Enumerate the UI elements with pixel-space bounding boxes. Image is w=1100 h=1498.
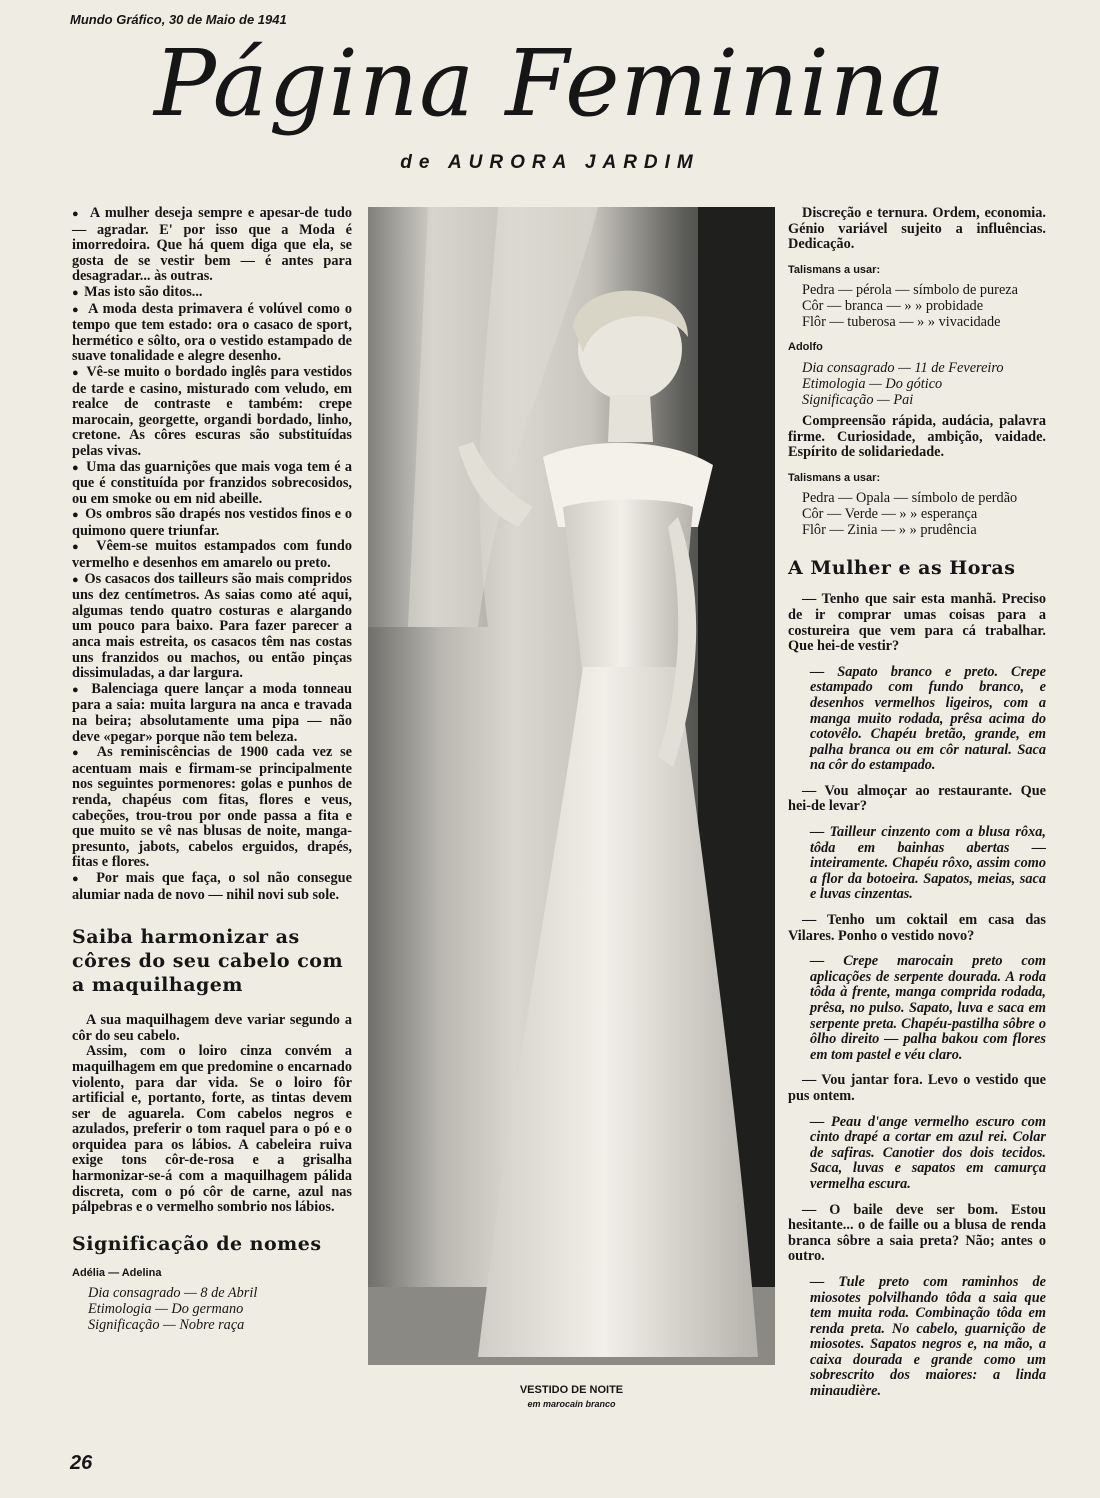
page-title: Página Feminina (154, 30, 946, 137)
bullet-paragraph: ● A mulher deseja sempre e apesar-de tudo — agradar. E' por isso que a Moda é imorredoira. Que há quem diga que ela, se gosta de se vestir bem — é antes para desagradar... às outras. (72, 206, 352, 285)
bullet-paragraph: ● Vê-se muito o bordado inglês para vestidos de tarde e casino, misturado com veludo, em realce de contraste e também: crepe marocain, georgette, organdi bordado, linho, cretone. As côres escuras são substituídas pelas vivas. (72, 365, 352, 460)
dialog-question: — Tenho um coktail em casa das Vilares. Ponho o vestido novo? (788, 912, 1046, 944)
name-info: Dia consagrado — 11 de Fevereiro (802, 359, 1004, 376)
caption-title: VESTIDO DE NOITE (519, 1384, 624, 1396)
byline: de AURORA JARDIM (400, 152, 700, 173)
publication-line: Mundo Gráfico, 30 de Maio de 1941 (70, 12, 287, 27)
dress-figure-illustration (368, 207, 775, 1365)
name-info: Etimologia — Do gótico (802, 375, 943, 392)
caption-subtitle: em marocain branco (527, 1399, 616, 1409)
dialog-answer: — Tule preto com raminhos de miosotes polvilhando tôda a saia que tem muita roda. Combinação tôda em renda preta. No cabelo, guarnição de miosotes. Sapatos negros e, na mão, a caixa dourada e grande como um sobrescrito dos maiores: a linda minaudière. (810, 1273, 1046, 1400)
dialog-answer: — Crepe marocain preto com aplicações de serpente dourada. A roda tôda à frente, manga comprida rodada, prêsa, no pulso. Sapato, luva e saca em serpente preta. Chapéu-pastilha sôbre o ôlho direito — palha bakou com flores em tom pastel e véu claro. (810, 953, 1046, 1063)
talisman-line: Flôr — Zinia — » » prudência (802, 522, 977, 539)
makeup-body: Assim, com o loiro cinza convém a maquilhagem em que predomine o encarnado violento, para dar vida. Se o loiro fôr artificial e, portanto, forte, as tintas devem ser de aguarela. Com cabelos negros e azulados, preferir o tom raquel para o pó e o orquidea para os lábios. A cabeleira ruiva exige tons côr-de-rosa e a grisalha harmonizar-se-á com a maquilhagem pálida discreta, com o pó côr de carne, azul nas pálpebras e o vermelho sombrio nos lábios. (72, 1043, 352, 1216)
dialog-answer: — Sapato branco e preto. Crepe estampado com fundo branco, e desenhos vermelhos ligeiros, com a manga muito rodada, prêsa acima do cotovêlo. Chapéu bretão, grande, em palha branca ou em côr natural. Saca na côr do estampado. (810, 663, 1046, 774)
name-heading: Adélia — Adelina (72, 1266, 162, 1279)
talisman-line: Pedra — pérola — símbolo de pureza (802, 282, 1018, 299)
makeup-intro: A sua maquilhagem deve variar segundo a côr do seu cabelo. (72, 1012, 352, 1044)
bullet-paragraph: ● Os ombros são drapés nos vestidos finos e o quimono quere triunfar. (72, 507, 352, 539)
bullet-paragraph: ● Balenciaga quere lançar a moda tonneau para a saia: muita largura na anca e travada na beira; absolutamente uma pipa — não deve «pegar» porque não tem beleza. (72, 682, 352, 745)
bullet-paragraph: ● Vêem-se muitos estampados com fundo vermelho e desenhos em amarelo ou preto. (72, 539, 352, 571)
bullet-paragraph: ● Por mais que faça, o sol não consegue alumiar nada de novo — nihil novi sub sole. (72, 871, 352, 903)
bullet-paragraph: ● As reminiscências de 1900 cada vez se acentuam mais e firmam-se principalmente nos seguintes pormenores: golas e punhos de renda, chapéus com fitas, flores e veus, cabeções, trou-trou por onde passa a fita e que muito se vê nas blusas de noite, manga-presunto, jabots, cabelos erguidos, drapés, fitas e flores. (72, 745, 352, 871)
name-info: Significação — Pai (802, 391, 914, 408)
name-info: Dia consagrado — 8 de Abril (88, 1285, 258, 1302)
name-info: Significação — Nobre raça (88, 1317, 245, 1334)
talisman-line: Pedra — Opala — símbolo de perdão (802, 490, 1018, 507)
talisman-line: Flôr — tuberosa — » » vivacidade (802, 314, 1001, 331)
dialog-question: — Tenho que sair esta manhã. Preciso de ir comprar umas coisas para a costureira que vem para cá trabalhar. Que hei-de vestir? (788, 591, 1046, 655)
bullet-paragraph: ● Uma das guarnições que mais voga tem é a que é constituída por franzidos sobrecosidos, ou em smoke ou em nid abeille. (72, 460, 352, 508)
talismans-label: Talismans a usar: (788, 263, 881, 276)
dialog-question: — Vou jantar fora. Levo o vestido que pus ontem. (788, 1072, 1046, 1104)
dialog-question: — Vou almoçar ao restaurante. Que hei-de levar? (788, 782, 1046, 815)
bullet-paragraph: ● A moda desta primavera é volúvel como o tempo que tem estado: ora o casaco de sport, hermético e sôlto, ora o vestido estampado de suave tonalidade e alegre desenho. (72, 302, 352, 365)
right-column (788, 206, 1046, 1400)
bullet-paragraph: ● Mas isto são ditos... (72, 285, 352, 302)
name-heading: Adolfo (788, 341, 823, 354)
photo-caption (368, 1383, 775, 1411)
talisman-line: Côr — branca — » » probidade (802, 298, 984, 315)
name-description: Compreensão rápida, audácia, palavra firme. Curiosidade, ambição, vaidade. Espírito de solidariedade. (788, 412, 1046, 461)
left-column (72, 206, 352, 1333)
talisman-line: Côr — Verde — » » esperança (802, 506, 978, 523)
section-heading-hours: A Mulher e as Horas (788, 557, 1016, 580)
fashion-photo (368, 207, 775, 1365)
dialog-answer: — Peau d'ange vermelho escuro com cinto drapé a cortar em azul rei. Colar de safiras. Canotier dos dois tecidos. Saca, luvas e sapatos em camurça vermelha escura. (810, 1113, 1046, 1192)
dialog-answer: — Tailleur cinzento com a blusa rôxa, tôda em bainhas abertas — inteiramente. Chapéu rôxo, assim como a flor da botoeira. Sapatos, meias, saca e luvas cinzentas. (810, 824, 1046, 903)
dialog-question: — O baile deve ser bom. Estou hesitante... o de faille ou a blusa de renda branca sôbre a saia preta? Não; antes o outro. (788, 1201, 1046, 1265)
bullet-paragraph: ● Os casacos dos tailleurs são mais compridos uns dez centímetros. As saias como até aqui, algumas tendo quatro costuras e alargando um pouco para baixo. Para fazer parecer a anca mais estreita, os casacos têm nas costas uns franzidos ou machos, ou então pinças dissimuladas, a dar largura. (72, 572, 352, 682)
page-number: 26 (70, 1452, 93, 1474)
section-heading-makeup: Saiba harmonizar as côres do seu cabelo com a maquilhagem (72, 926, 344, 997)
name-description: Discreção e ternura. Ordem, economia. Génio variável sujeito a influências. Dedicação. (788, 205, 1046, 253)
talismans-label: Talismans a usar: (788, 471, 881, 484)
section-heading-names: Significação de nomes (72, 1232, 322, 1255)
name-info: Etimologia — Do germano (88, 1301, 244, 1318)
